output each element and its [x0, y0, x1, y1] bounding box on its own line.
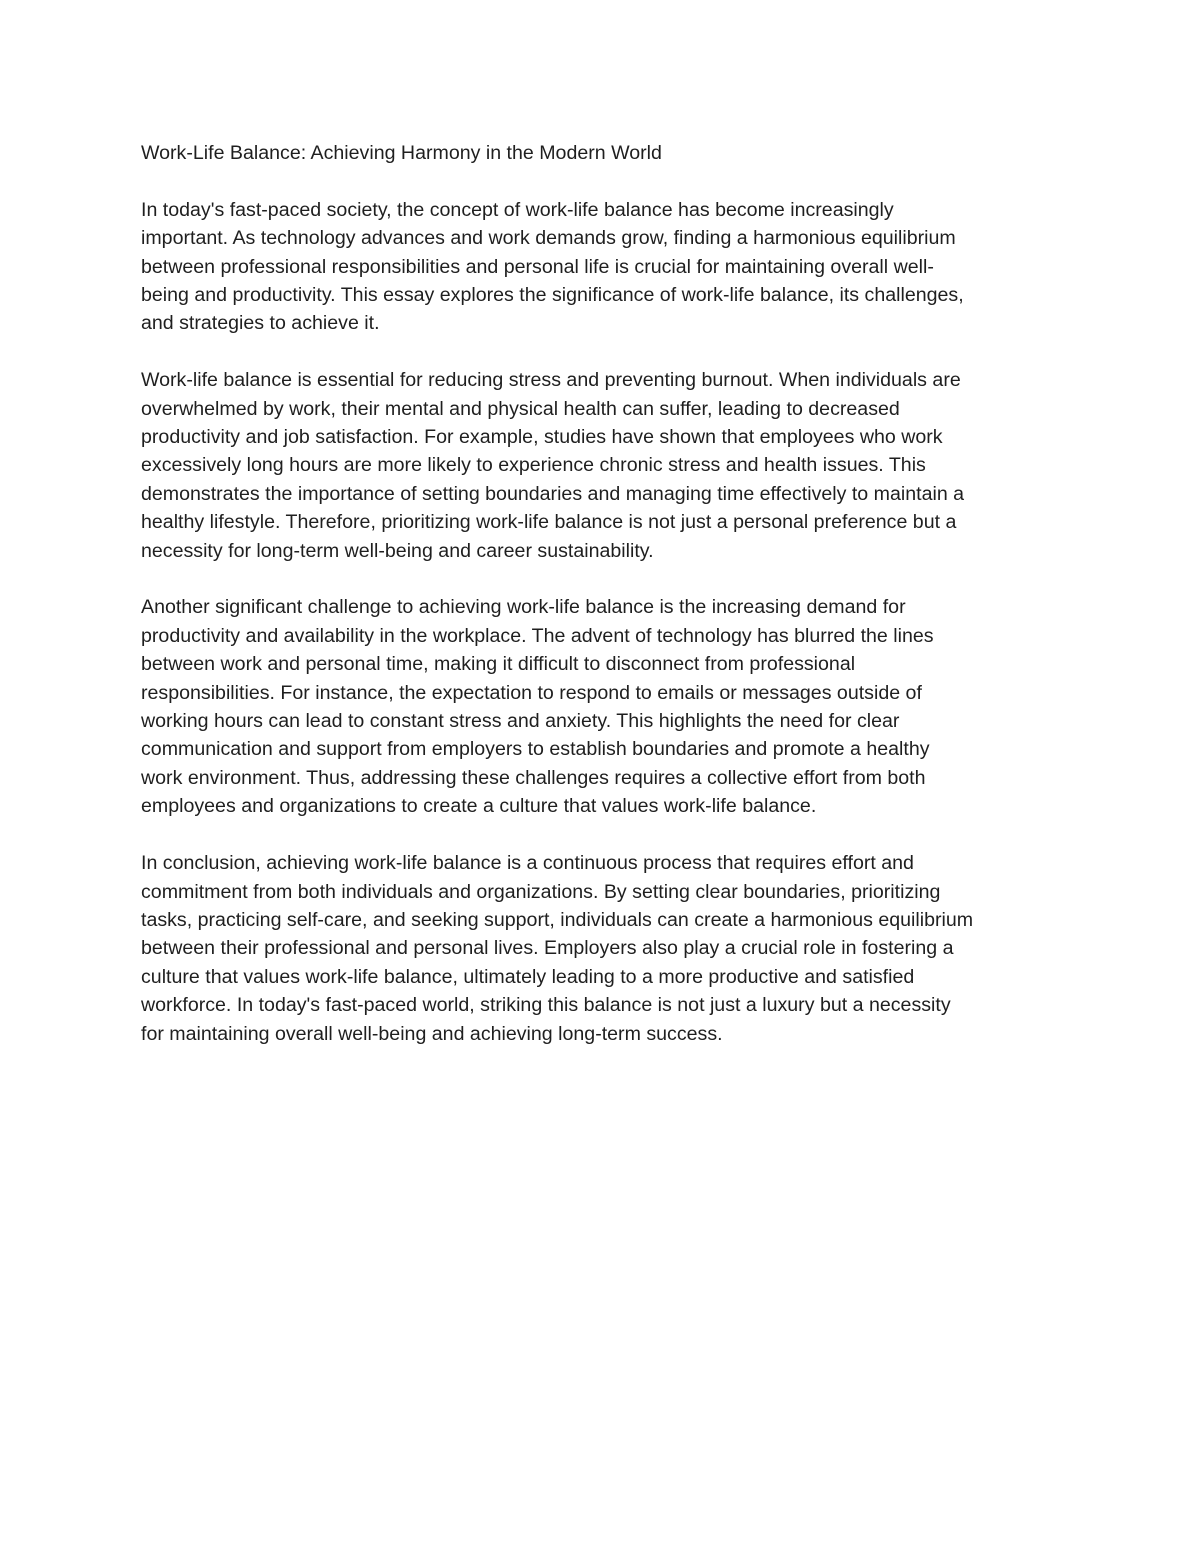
text-line: In today's fast-paced society, the concept of work-life balance has become increasingly: [141, 198, 894, 221]
text-line: communication and support from employers to establish boundaries and promote a healthy: [141, 738, 930, 761]
text-line: working hours can lead to constant stress and anxiety. This highlights the need for clear: [141, 710, 900, 733]
text-line: tasks, practicing self-care, and seeking support, individuals can create a harmonious equilibrium: [141, 908, 974, 931]
text-line: excessively long hours are more likely to experience chronic stress and health issues. This: [141, 454, 926, 477]
text-line: healthy lifestyle. Therefore, prioritizing work-life balance is not just a personal preference but a: [141, 511, 957, 534]
text-line: between their professional and personal lives. Employers also play a crucial role in fostering a: [141, 937, 954, 960]
text-line: overwhelmed by work, their mental and physical health can suffer, leading to decreased: [141, 397, 900, 420]
text-line: commitment from both individuals and organizations. By setting clear boundaries, prioritizing: [141, 880, 941, 903]
text-line: culture that values work-life balance, ultimately leading to a more productive and satisfied: [141, 965, 915, 988]
text-line: Another significant challenge to achieving work-life balance is the increasing demand for: [141, 596, 906, 619]
paragraph-introduction: [141, 196, 1066, 338]
paragraph-stress-burnout: [141, 366, 1066, 565]
text-line: productivity and availability in the workplace. The advent of technology has blurred the lines: [141, 624, 934, 647]
text-line: responsibilities. For instance, the expectation to respond to emails or messages outside of: [141, 681, 922, 704]
text-line: demonstrates the importance of setting boundaries and managing time effectively to maintain a: [141, 482, 965, 505]
document-title: Work-Life Balance: Achieving Harmony in the Modern World: [141, 142, 662, 164]
text-line: employees and organizations to create a culture that values work-life balance.: [141, 795, 817, 818]
text-line: being and productivity. This essay explores the significance of work-life balance, its challenges,: [141, 284, 964, 307]
text-line: necessity for long-term well-being and career sustainability.: [141, 539, 654, 562]
document-body: [141, 139, 1066, 1076]
text-line: Work-life balance is essential for reducing stress and preventing burnout. When individuals are: [141, 369, 961, 392]
text-line: In conclusion, achieving work-life balance is a continuous process that requires effort and: [141, 852, 914, 875]
text-line: work environment. Thus, addressing these challenges requires a collective effort from both: [141, 766, 926, 789]
text-line: for maintaining overall well-being and achieving long-term success.: [141, 1022, 723, 1045]
text-line: between work and personal time, making it difficult to disconnect from professional: [141, 653, 856, 676]
text-line: productivity and job satisfaction. For example, studies have shown that employees who work: [141, 426, 943, 449]
paragraph-challenges: [141, 593, 1066, 820]
paragraph-conclusion: [141, 849, 1066, 1048]
text-line: and strategies to achieve it.: [141, 312, 380, 335]
text-line: important. As technology advances and work demands grow, finding a harmonious equilibrium: [141, 227, 956, 250]
text-line: between professional responsibilities and personal life is crucial for maintaining overall well-: [141, 255, 934, 278]
text-line: workforce. In today's fast-paced world, striking this balance is not just a luxury but a necessity: [141, 994, 951, 1017]
